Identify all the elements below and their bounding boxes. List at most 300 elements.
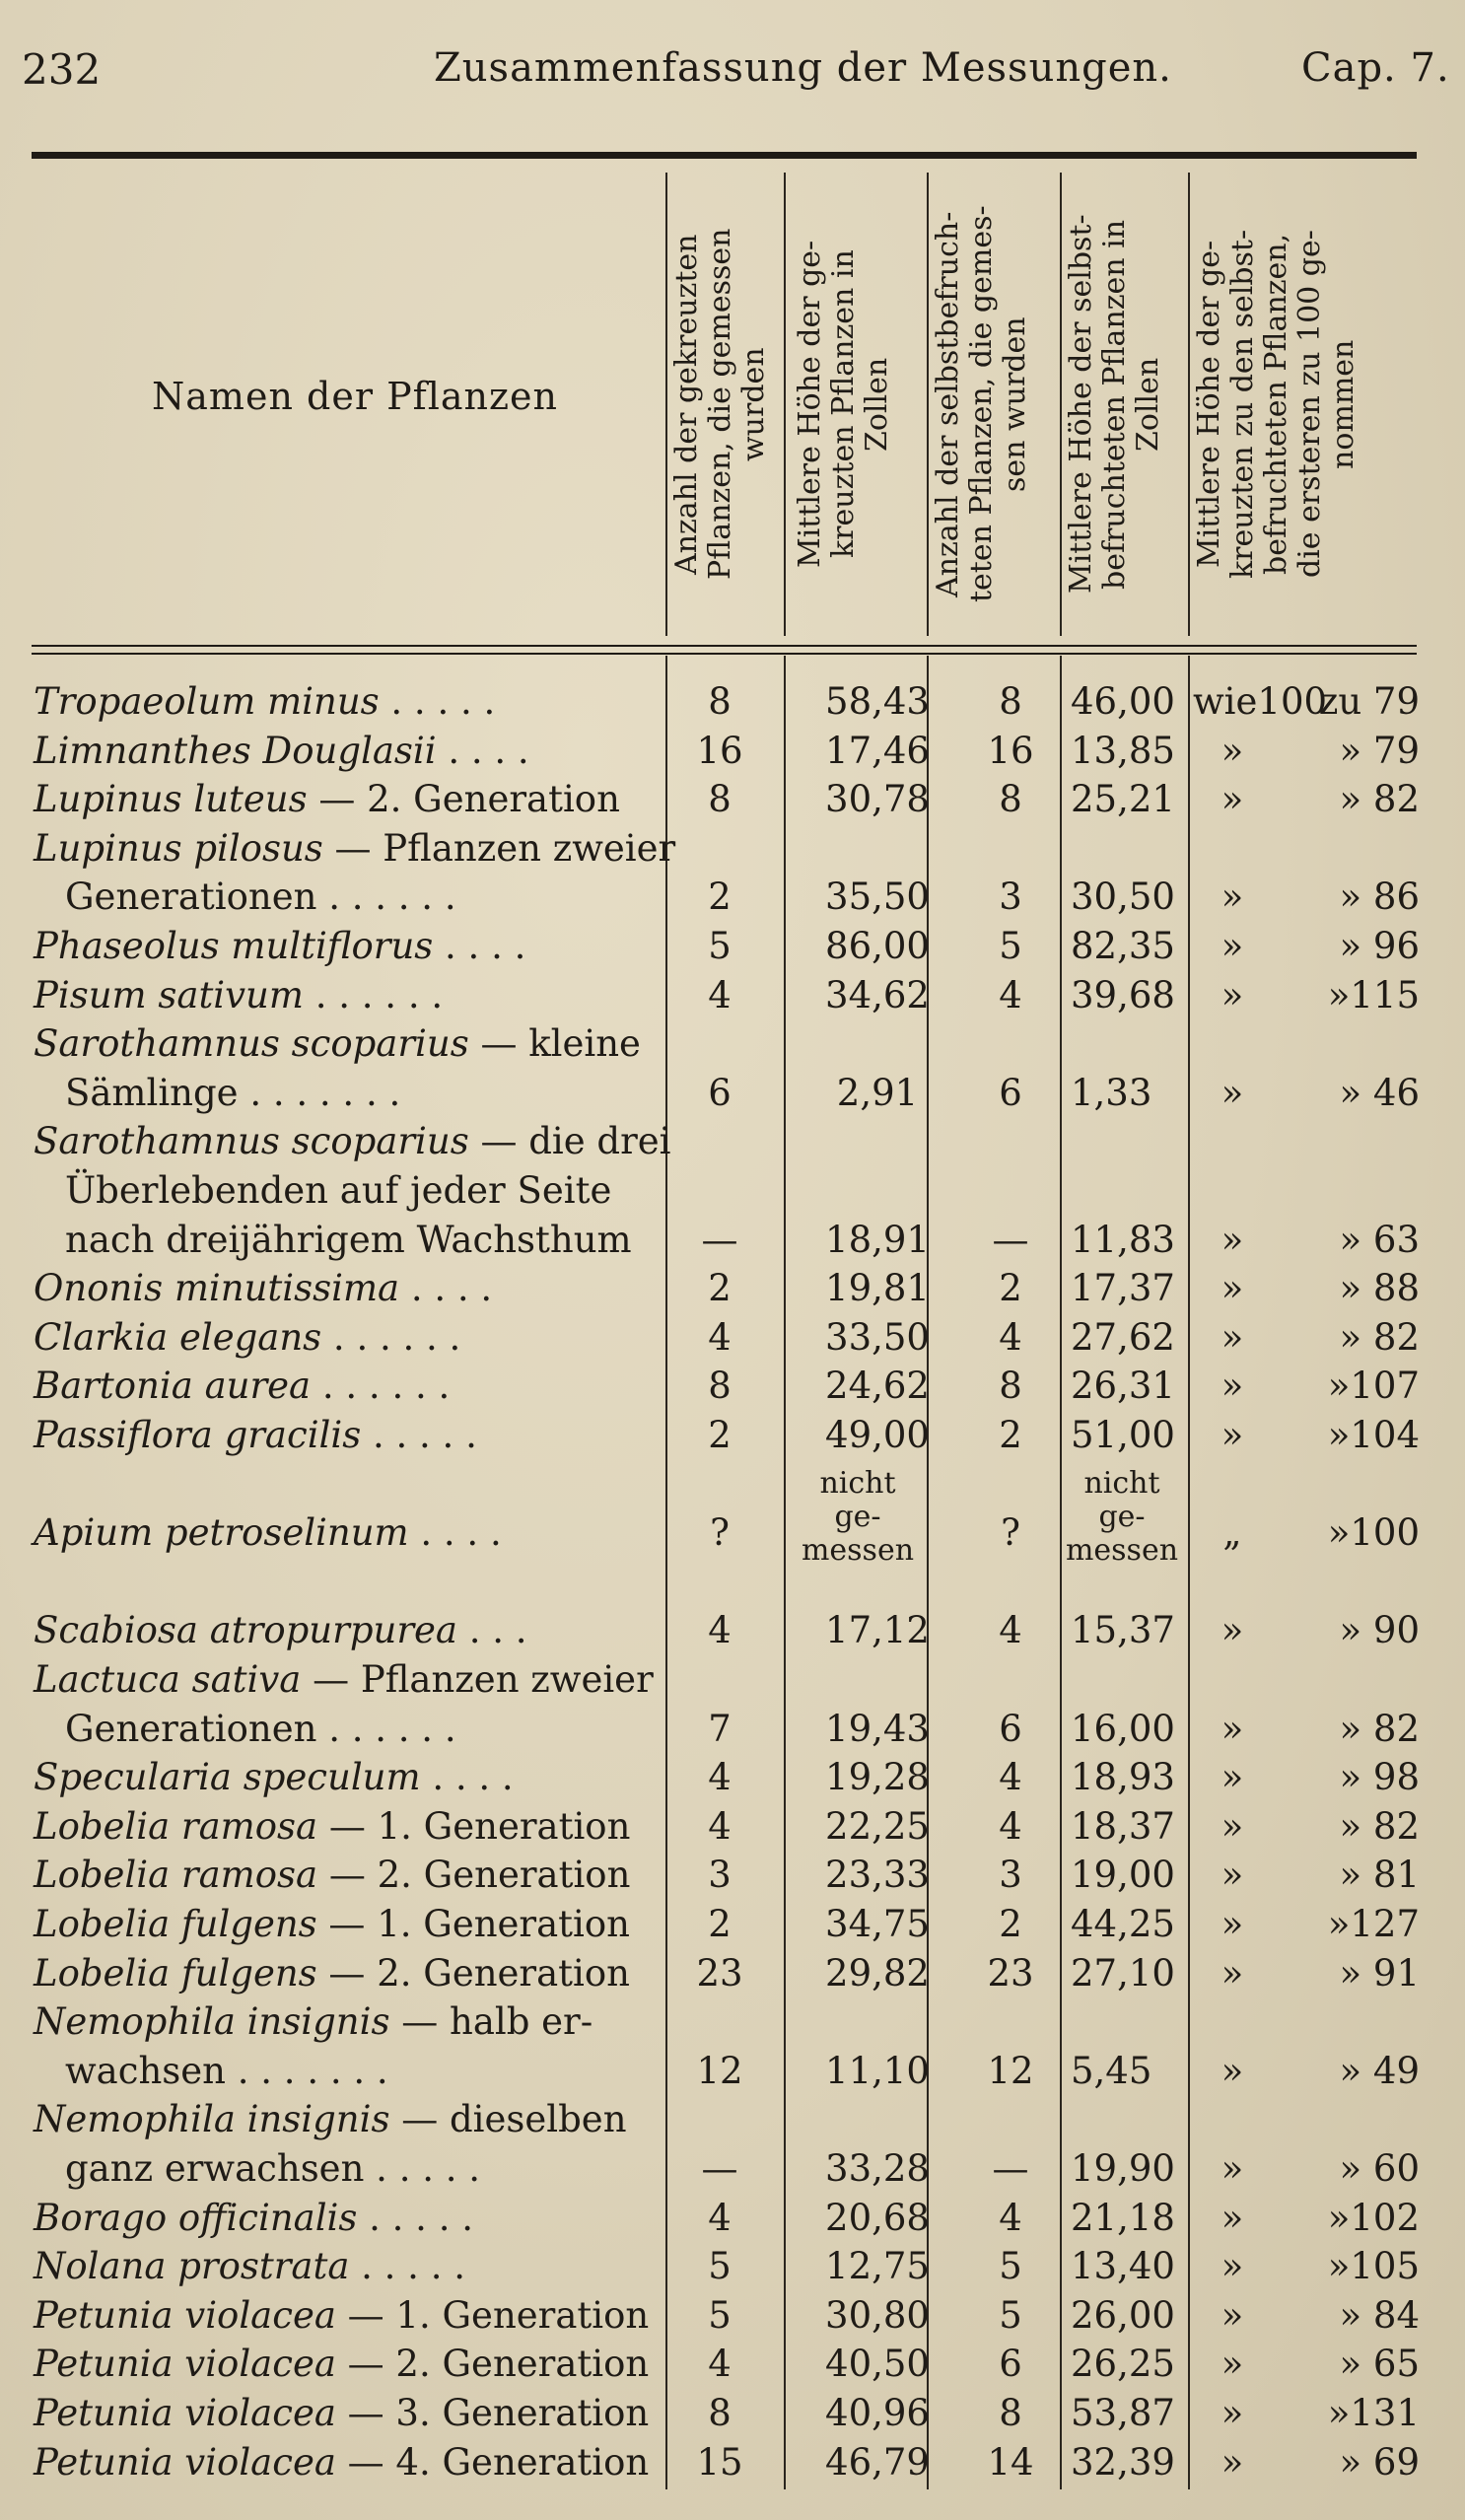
selfed-count-cell: 5 <box>999 2245 1022 2288</box>
crossed-height-cell: 17,46 <box>825 729 930 772</box>
ratio-value-cell: » 81 <box>1339 1854 1420 1897</box>
plant-note: — Pflanzen zweier <box>322 826 676 870</box>
crossed-height-cell: 49,00 <box>825 1414 930 1456</box>
plant-note: — 4. Generation <box>335 2440 650 2484</box>
crossed-count-cell: 12 <box>696 2049 743 2092</box>
species-name: Clarkia elegans <box>34 1315 322 1359</box>
ratio-base-cell: » <box>1221 973 1244 1016</box>
running-title: Zusammenfassung der Messungen. <box>434 45 1172 91</box>
selfed-height-cell: 19,00 <box>1071 1854 1175 1897</box>
crossed-height-cell: 86,00 <box>825 925 930 967</box>
crossed-count-cell: 5 <box>708 2245 732 2288</box>
plant-name <box>34 1365 450 1407</box>
ratio-base-cell: » <box>1221 1756 1244 1799</box>
plant-note: . . . . . <box>357 2196 473 2239</box>
crossed-height-cell: 30,78 <box>825 778 930 821</box>
ratio-value-cell: » 86 <box>1339 875 1420 919</box>
ratio-base-cell: » <box>1221 1071 1244 1114</box>
ratio-base-cell: » <box>1221 1707 1244 1750</box>
table-top-rule <box>32 152 1417 159</box>
header-plant-names: Namen der Pflanzen <box>152 375 558 418</box>
selfed-count-cell: 3 <box>999 875 1022 919</box>
crossed-height-cell: 33,28 <box>825 2147 930 2190</box>
plant-name <box>34 1805 630 1848</box>
plant-note: — 1. Generation <box>317 1804 631 1848</box>
plant-name <box>34 1952 630 1995</box>
ratio-value-cell: »131 <box>1327 2392 1420 2434</box>
selfed-height-cell: 11,83 <box>1071 1218 1175 1261</box>
species-name: Nemophila insignis <box>34 2000 390 2044</box>
header-line: befruchteten Pflanzen, <box>1259 233 1293 576</box>
selfed-count-cell: 23 <box>987 1951 1034 1995</box>
selfed-height-cell: 18,37 <box>1071 1804 1175 1848</box>
ratio-base-cell: » <box>1221 2245 1244 2288</box>
selfed-count-cell: 2 <box>999 1267 1022 1310</box>
species-name: Sarothamnus scoparius <box>34 1120 469 1163</box>
crossed-height-cell: 19,43 <box>825 1707 930 1750</box>
crossed-count-cell: 4 <box>708 1756 732 1799</box>
crossed-height-cell: 33,50 <box>825 1315 930 1359</box>
plant-name <box>34 680 495 723</box>
selfed-count-cell: 2 <box>999 1414 1022 1456</box>
crossed-height-cell: 40,96 <box>825 2392 930 2434</box>
selfed-count-cell: 2 <box>999 1903 1022 1945</box>
plant-note: — 2. Generation <box>307 778 620 821</box>
crossed-count-cell: 5 <box>708 2293 732 2337</box>
plant-name <box>34 1658 654 1701</box>
header-line: teten Pflanzen, die gemes- <box>964 205 999 603</box>
plant-note: . . . . . <box>349 2245 465 2288</box>
ratio-base-cell: » <box>1221 2293 1244 2337</box>
ratio-value-cell: » 49 <box>1339 2049 1420 2092</box>
plant-name <box>34 2392 649 2434</box>
plant-note: . . . . <box>399 1267 493 1310</box>
crossed-height-cell: 23,33 <box>825 1854 930 1897</box>
ratio-base-cell: » <box>1221 2392 1244 2434</box>
crossed-count-cell: 8 <box>708 2392 732 2434</box>
selfed-height-cell: 26,31 <box>1071 1365 1175 1408</box>
plant-name <box>65 1072 400 1114</box>
divider-col2-body <box>784 656 786 2489</box>
selfed-count-cell: 5 <box>999 2293 1022 2337</box>
species-name: Lobelia fulgens <box>34 1903 317 1945</box>
plant-name <box>34 2441 649 2484</box>
selfed-height-cell: 25,21 <box>1071 778 1175 821</box>
ratio-base-cell: » <box>1221 778 1244 821</box>
plant-note: — kleine <box>468 1022 641 1066</box>
ratio-base-cell: » <box>1221 1218 1244 1261</box>
species-name: Limnanthes Douglasii <box>34 729 437 772</box>
plant-name <box>34 1903 630 1945</box>
selfed-count-cell: 4 <box>999 973 1022 1016</box>
plant-name <box>34 925 525 967</box>
ratio-value-cell: »115 <box>1327 973 1420 1016</box>
plant-name <box>34 778 620 820</box>
divider-col3-header <box>927 173 929 636</box>
ratio-value-cell: » 82 <box>1339 1707 1420 1750</box>
selfed-height-cell: 26,25 <box>1071 2343 1175 2386</box>
plant-name <box>34 1854 630 1896</box>
species-name: Lobelia ramosa <box>34 1854 318 1897</box>
header-line: nommen <box>1326 339 1360 469</box>
crossed-count-cell: 6 <box>708 1071 732 1114</box>
selfed-height-cell: nicht ge- messen <box>1065 1465 1179 1568</box>
plant-note: — 2. Generation <box>317 1854 631 1897</box>
ratio-value-cell: zu 79 <box>1318 680 1420 723</box>
ratio-base-cell: » <box>1221 925 1244 967</box>
plant-name <box>34 2343 649 2385</box>
plant-note: . . . . . . <box>311 1365 451 1408</box>
selfed-height-cell: 19,90 <box>1071 2147 1175 2190</box>
plant-name <box>65 875 456 918</box>
ratio-value-cell: »107 <box>1327 1365 1420 1408</box>
header-rule-lower <box>32 653 1417 655</box>
crossed-count-cell: 8 <box>708 1365 732 1408</box>
selfed-count-cell: 5 <box>999 925 1022 967</box>
plant-note: wachsen . . . . . . . <box>65 2049 388 2092</box>
crossed-height-cell: 46,79 <box>825 2440 930 2484</box>
ratio-base-cell: „ <box>1222 1511 1242 1555</box>
ratio-base-cell: wie100 <box>1193 680 1328 723</box>
ratio-base-cell: » <box>1221 1365 1244 1408</box>
plant-name <box>34 974 443 1016</box>
plant-note: — 1. Generation <box>335 2293 650 2337</box>
ratio-value-cell: » 65 <box>1339 2343 1420 2386</box>
selfed-count-cell: 8 <box>999 778 1022 821</box>
crossed-count-cell: 4 <box>708 1315 732 1359</box>
species-name: Lobelia fulgens <box>34 1951 317 1995</box>
plant-name <box>34 1120 671 1162</box>
crossed-height-cell: 17,12 <box>825 1609 930 1652</box>
ratio-base-cell: » <box>1221 2049 1244 2092</box>
plant-note: . . . . <box>420 1756 514 1799</box>
crossed-count-cell: 2 <box>708 1267 732 1310</box>
plant-name <box>34 2197 473 2239</box>
crossed-height-cell: 2,91 <box>836 1071 919 1114</box>
selfed-count-cell: 8 <box>999 1365 1022 1408</box>
crossed-height-cell: 30,80 <box>825 2293 930 2337</box>
selfed-height-cell: 15,37 <box>1071 1609 1175 1652</box>
ratio-value-cell: » 46 <box>1339 1071 1420 1114</box>
selfed-count-cell: 4 <box>999 1756 1022 1799</box>
selfed-height-cell: 21,18 <box>1071 2196 1175 2239</box>
crossed-height-cell: 22,25 <box>825 1804 930 1848</box>
header-line: Anzahl der gekreuzten <box>669 234 704 575</box>
header-line: Pflanzen, die gemessen <box>703 228 737 581</box>
species-name: Nemophila insignis <box>34 2098 390 2141</box>
ratio-base-cell: » <box>1221 1903 1244 1945</box>
ratio-base-cell: » <box>1221 2440 1244 2484</box>
header-line: kreuzten zu den selbst- <box>1225 229 1260 580</box>
crossed-count-cell: 4 <box>708 1804 732 1848</box>
header-line: kreuzten Pflanzen in <box>826 249 861 559</box>
ratio-value-cell: »104 <box>1327 1414 1420 1456</box>
plant-name <box>65 2147 480 2190</box>
header-line: sen wurden <box>998 316 1032 492</box>
selfed-height-cell: 82,35 <box>1071 925 1175 967</box>
species-name: Pisum sativum <box>34 973 304 1016</box>
ratio-base-cell: » <box>1221 2147 1244 2190</box>
crossed-count-cell: 16 <box>696 729 743 772</box>
header-line: Zollen <box>860 357 894 452</box>
species-name: Lobelia ramosa <box>34 1804 318 1848</box>
crossed-count-cell: 15 <box>696 2440 743 2484</box>
crossed-height-cell: 11,10 <box>825 2049 930 2092</box>
plant-name <box>34 2245 465 2287</box>
crossed-height-cell: 35,50 <box>825 875 930 919</box>
plant-note: . . . . . . <box>303 973 444 1016</box>
selfed-count-cell: 4 <box>999 2196 1022 2239</box>
species-name: Apium petroselinum <box>34 1511 409 1555</box>
species-name: Phaseolus multiflorus <box>34 925 434 967</box>
selfed-count-cell: 14 <box>987 2440 1034 2484</box>
selfed-height-cell: 30,50 <box>1071 875 1175 919</box>
selfed-count-cell: 3 <box>999 1854 1022 1897</box>
selfed-count-cell: 8 <box>999 680 1022 723</box>
crossed-count-cell: 4 <box>708 973 732 1016</box>
selfed-height-cell: 13,85 <box>1071 729 1175 772</box>
plant-name <box>34 1022 641 1065</box>
plant-name <box>34 1756 514 1798</box>
plant-note: . . . . <box>436 729 529 772</box>
ratio-base-cell: » <box>1221 1267 1244 1310</box>
selfed-count-cell: 6 <box>999 2343 1022 2386</box>
plant-name <box>34 1414 477 1456</box>
crossed-count-cell: ? <box>710 1511 730 1555</box>
crossed-count-cell: 4 <box>708 2343 732 2386</box>
plant-note: . . . . . <box>379 680 496 723</box>
plant-note: . . . . . <box>361 1414 477 1456</box>
header-line: Mittlere Höhe der ge- <box>793 240 827 569</box>
ratio-value-cell: » 60 <box>1339 2147 1420 2190</box>
selfed-count-cell: 6 <box>999 1707 1022 1750</box>
plant-name <box>34 730 529 772</box>
crossed-count-cell: 2 <box>708 1903 732 1945</box>
crossed-height-cell: 34,75 <box>825 1903 930 1945</box>
plant-note: — die drei <box>468 1120 671 1163</box>
running-head <box>0 37 1465 116</box>
ratio-base-cell: » <box>1221 729 1244 772</box>
plant-note: Überlebenden auf jeder Seite <box>65 1169 612 1212</box>
plant-note: Generationen . . . . . . <box>65 875 456 919</box>
selfed-height-cell: 13,40 <box>1071 2245 1175 2288</box>
plant-note: Sämlinge . . . . . . . <box>65 1071 401 1114</box>
plant-note: . . . <box>456 1609 527 1652</box>
selfed-count-cell: — <box>992 1218 1029 1261</box>
crossed-count-cell: 2 <box>708 1414 732 1456</box>
crossed-height-cell: 29,82 <box>825 1951 930 1995</box>
ratio-value-cell: » 91 <box>1339 1951 1420 1995</box>
plant-note: — 2. Generation <box>316 1951 630 1995</box>
crossed-count-cell: 23 <box>696 1951 743 1995</box>
crossed-count-cell: 7 <box>708 1707 732 1750</box>
selfed-height-cell: 46,00 <box>1071 680 1175 723</box>
species-name: Sarothamnus scoparius <box>34 1022 469 1066</box>
divider-col2-header <box>784 173 786 636</box>
crossed-height-cell: 18,91 <box>825 1218 930 1261</box>
crossed-count-cell: 4 <box>708 2196 732 2239</box>
plant-note: — 1. Generation <box>316 1903 630 1945</box>
species-name: Nolana prostrata <box>34 2245 350 2288</box>
crossed-count-cell: 2 <box>708 875 732 919</box>
ratio-value-cell: » 88 <box>1339 1267 1420 1310</box>
plant-name <box>34 2000 593 2043</box>
selfed-count-cell: 6 <box>999 1071 1022 1114</box>
ratio-value-cell: » 79 <box>1339 729 1420 772</box>
ratio-base-cell: » <box>1221 1951 1244 1995</box>
selfed-height-cell: 17,37 <box>1071 1267 1175 1310</box>
ratio-value-cell: » 84 <box>1339 2293 1420 2337</box>
ratio-base-cell: » <box>1221 875 1244 919</box>
plant-note: — dieselben <box>389 2098 627 2141</box>
ratio-base-cell: » <box>1221 1414 1244 1456</box>
selfed-count-cell: 4 <box>999 1315 1022 1359</box>
ratio-base-cell: » <box>1221 1804 1244 1848</box>
species-name: Borago officinalis <box>34 2196 358 2239</box>
ratio-base-cell: » <box>1221 2343 1244 2386</box>
header-line: Anzahl der selbstbefruch- <box>931 211 965 597</box>
ratio-value-cell: » 82 <box>1339 778 1420 821</box>
plant-note: nach dreijährigem Wachsthum <box>65 1218 632 1261</box>
selfed-height-cell: 5,45 <box>1071 2049 1152 2092</box>
header-selfed-height <box>1065 177 1183 631</box>
selfed-height-cell: 16,00 <box>1071 1707 1175 1750</box>
ratio-value-cell: » 82 <box>1339 1804 1420 1848</box>
crossed-count-cell: 8 <box>708 680 732 723</box>
header-line: Zollen <box>1131 357 1165 452</box>
crossed-height-cell: nicht ge- messen <box>801 1465 915 1568</box>
plant-name <box>65 1708 456 1750</box>
divider-col1-header <box>665 173 667 636</box>
species-name: Tropaeolum minus <box>34 680 380 723</box>
ratio-base-cell: » <box>1221 1315 1244 1359</box>
header-line: Mittlere Höhe der selbst- <box>1064 214 1098 595</box>
species-name: Lactuca sativa <box>34 1658 302 1701</box>
header-crossed-count <box>670 177 779 631</box>
crossed-height-cell: 34,62 <box>825 973 930 1016</box>
selfed-height-cell: 26,00 <box>1071 2293 1175 2337</box>
header-line: die ersteren zu 100 ge- <box>1292 230 1327 579</box>
crossed-count-cell: 5 <box>708 925 732 967</box>
crossed-count-cell: 3 <box>708 1854 732 1897</box>
plant-note: . . . . <box>408 1511 502 1555</box>
species-name: Lupinus pilosus <box>34 826 323 870</box>
ratio-base-cell: » <box>1221 2196 1244 2239</box>
species-name: Petunia violacea <box>34 2440 336 2484</box>
ratio-value-cell: »127 <box>1327 1903 1420 1945</box>
selfed-height-cell: 1,33 <box>1071 1071 1152 1114</box>
ratio-value-cell: » 63 <box>1339 1218 1420 1261</box>
header-line: befruchteten Pflanzen in <box>1097 219 1132 590</box>
species-name: Bartonia aurea <box>34 1365 312 1408</box>
species-name: Lupinus luteus <box>34 778 308 821</box>
species-name: Petunia violacea <box>34 2343 336 2386</box>
selfed-height-cell: 44,25 <box>1071 1903 1175 1945</box>
divider-col5-header <box>1188 173 1190 636</box>
ratio-value-cell: » 96 <box>1339 925 1420 967</box>
header-selfed-count <box>932 177 1055 631</box>
plant-name <box>34 1316 460 1359</box>
plant-name <box>34 1511 502 1554</box>
plant-note: . . . . . . <box>321 1315 461 1359</box>
species-name: Specularia speculum <box>34 1756 421 1799</box>
plant-note: . . . . <box>433 925 526 967</box>
plant-note: — Pflanzen zweier <box>301 1658 654 1701</box>
selfed-count-cell: 12 <box>987 2049 1034 2092</box>
header-line: Mittlere Höhe der ge- <box>1192 240 1226 569</box>
plant-name <box>65 2050 388 2092</box>
ratio-value-cell: »102 <box>1327 2196 1420 2239</box>
plant-name <box>34 1609 527 1651</box>
plant-name <box>34 2098 627 2140</box>
plant-note: — 3. Generation <box>335 2392 650 2434</box>
species-name: Scabiosa atropurpurea <box>34 1609 457 1652</box>
header-line: wurden <box>736 347 771 461</box>
ratio-value-cell: » 90 <box>1339 1609 1420 1652</box>
crossed-height-cell: 12,75 <box>825 2245 930 2288</box>
page-number: 232 <box>22 45 102 94</box>
ratio-value-cell: »100 <box>1327 1511 1420 1555</box>
plant-name <box>34 827 675 870</box>
header-rule-upper <box>32 645 1417 647</box>
selfed-height-cell: 27,10 <box>1071 1951 1175 1995</box>
crossed-height-cell: 24,62 <box>825 1365 930 1408</box>
species-name: Passiflora gracilis <box>34 1414 362 1456</box>
ratio-value-cell: » 82 <box>1339 1315 1420 1359</box>
plant-name <box>34 2294 649 2337</box>
plant-note: Generationen . . . . . . <box>65 1707 456 1750</box>
selfed-count-cell: 8 <box>999 2392 1022 2434</box>
chapter-label: Cap. 7. <box>1301 45 1450 91</box>
ratio-base-cell: » <box>1221 1609 1244 1652</box>
header-crossed-height <box>794 177 922 631</box>
crossed-count-cell: — <box>701 2147 738 2190</box>
species-name: Petunia violacea <box>34 2392 336 2434</box>
selfed-height-cell: 18,93 <box>1071 1756 1175 1799</box>
selfed-count-cell: 4 <box>999 1609 1022 1652</box>
selfed-height-cell: 53,87 <box>1071 2392 1175 2434</box>
crossed-height-cell: 40,50 <box>825 2343 930 2386</box>
crossed-height-cell: 19,81 <box>825 1267 930 1310</box>
header-ratio <box>1193 177 1390 631</box>
ratio-value-cell: »105 <box>1327 2245 1420 2288</box>
crossed-height-cell: 58,43 <box>825 680 930 723</box>
crossed-count-cell: 8 <box>708 778 732 821</box>
plant-note: ganz erwachsen . . . . . <box>65 2147 481 2190</box>
selfed-height-cell: 39,68 <box>1071 973 1175 1016</box>
ratio-value-cell: » 98 <box>1339 1756 1420 1799</box>
divider-col4-header <box>1060 173 1062 636</box>
ratio-base-cell: » <box>1221 1854 1244 1897</box>
selfed-count-cell: 16 <box>987 729 1034 772</box>
crossed-height-cell: 19,28 <box>825 1756 930 1799</box>
crossed-count-cell: 4 <box>708 1609 732 1652</box>
selfed-height-cell: 27,62 <box>1071 1315 1175 1359</box>
plant-note: — 2. Generation <box>335 2343 650 2386</box>
selfed-count-cell: ? <box>1001 1511 1020 1555</box>
plant-name <box>65 1169 611 1212</box>
plant-name <box>65 1219 632 1261</box>
plant-note: — halb er- <box>389 2000 593 2044</box>
species-name: Petunia violacea <box>34 2293 336 2337</box>
selfed-height-cell: 32,39 <box>1071 2440 1175 2484</box>
species-name: Ononis minutissima <box>34 1267 400 1310</box>
selfed-count-cell: — <box>992 2147 1029 2190</box>
crossed-count-cell: — <box>701 1218 738 1261</box>
selfed-height-cell: 51,00 <box>1071 1414 1175 1456</box>
ratio-value-cell: » 69 <box>1339 2440 1420 2484</box>
crossed-height-cell: 20,68 <box>825 2196 930 2239</box>
